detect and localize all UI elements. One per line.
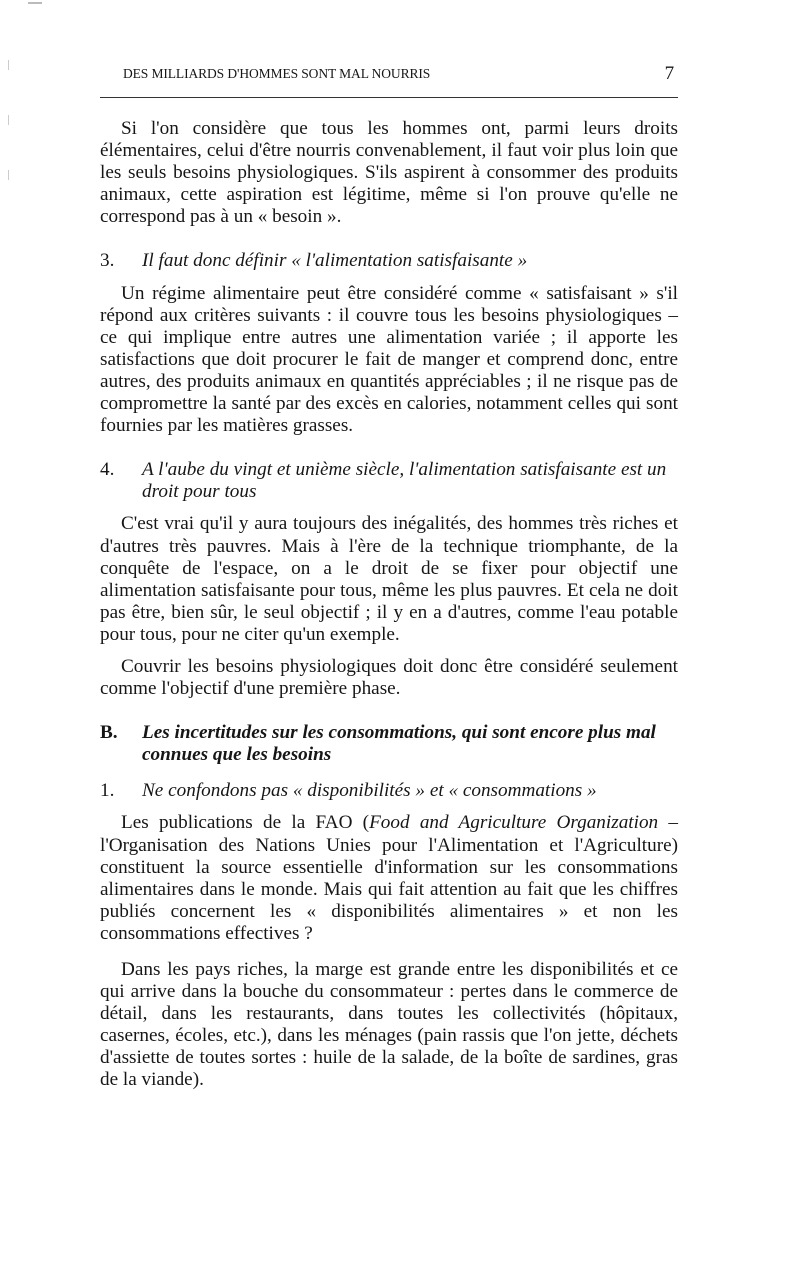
section-number: 1. (100, 780, 115, 802)
section-title: Il faut donc définir « l'alimentation satisfaisante » (142, 250, 528, 272)
section-heading-4 (100, 459, 678, 503)
paragraph-6: Dans les pays riches, la marge est grande entre les disponibilités et ce qui arrive dans la bouche du consommateur : pertes dans le commerce de détail, dans les restaurants, dans toutes les collectivités (hôpitaux, casernes, écoles, etc.), dans les ménages (pain rassis que l'on jette, déchets d'assiette de toutes sortes : huile de la salade, de la boîte de sardines, gras de la viande). (100, 959, 678, 1091)
paragraph-3: C'est vrai qu'il y aura toujours des inégalités, des hommes très riches et d'autres très pauvres. Mais à l'ère de la technique triomphante, de la conquête de l'espace, on a le droit de se fixer pour objectif une alimentation satisfaisante pour tous, même les plus pauvres. Et cela ne doit pas être, bien sûr, le seul objectif ; il y en a d'autres, comme l'eau potable pour tous, pour ne citer qu'un exemple. (100, 513, 678, 645)
paragraph-1: Si l'on considère que tous les hommes ont, parmi leurs droits élémentaires, celui d'être nourris convenablement, il faut voir plus loin que les seuls besoins physiologiques. S'ils aspirent à consommer des produits animaux, cette aspiration est légitime, même si l'on prouve qu'elle ne correspond pas à un « besoin ». (100, 118, 678, 228)
paragraph-2: Un régime alimentaire peut être considéré comme « satisfaisant » s'il répond aux critères suivants : il couvre tous les besoins physiologiques – ce qui implique entre autres une alimentation variée ; il apporte les satisfactions que doit procurer le fait de manger et comprend donc, entre autres, des produits animaux en quantités appréciables ; il ne risque pas de compromettre la santé par des excès en calories, notamment celles qui sont fournies par les matières grasses. (100, 282, 678, 437)
italic-term: Food and Agriculture Organization (369, 812, 659, 834)
page-body (100, 118, 678, 1092)
section-heading-B (100, 722, 678, 766)
section-number: 3. (100, 250, 115, 272)
section-heading-3 (100, 250, 678, 272)
margin-scan-marks (8, 60, 10, 260)
text-run: – l'Organisation des Nations Unies pour l'Alimentation et l'Agriculture) constituent la source essentielle d'information sur les consommations alimentaires dans le monde. Mais qui fait attention au fait que les chiffres publiés concernent les « disponibilités alimentaires » et non les consommations effectives ? (100, 812, 678, 944)
running-title: DES MILLIARDS D'HOMMES SONT MAL NOURRIS (123, 66, 431, 81)
scan-artifact (28, 2, 42, 4)
paragraph-4: Couvrir les besoins physiologiques doit donc être considéré seulement comme l'objectif d'une première phase. (100, 655, 678, 700)
paragraph-5 (100, 812, 678, 945)
page-number: 7 (664, 63, 674, 84)
section-heading-1 (100, 780, 678, 802)
section-title: Les incertitudes sur les consommations, qui sont encore plus mal connues que les besoins (142, 722, 656, 766)
header-rule (100, 97, 678, 98)
section-number: 4. (100, 459, 115, 481)
text-run: Les publications de la FAO ( (121, 812, 370, 834)
section-letter: B. (100, 722, 118, 744)
running-header (100, 63, 678, 88)
section-title: A l'aube du vingt et unième siècle, l'alimentation satisfaisante est un droit pour tous (142, 459, 667, 503)
section-title: Ne confondons pas « disponibilités » et « consommations » (142, 780, 597, 802)
